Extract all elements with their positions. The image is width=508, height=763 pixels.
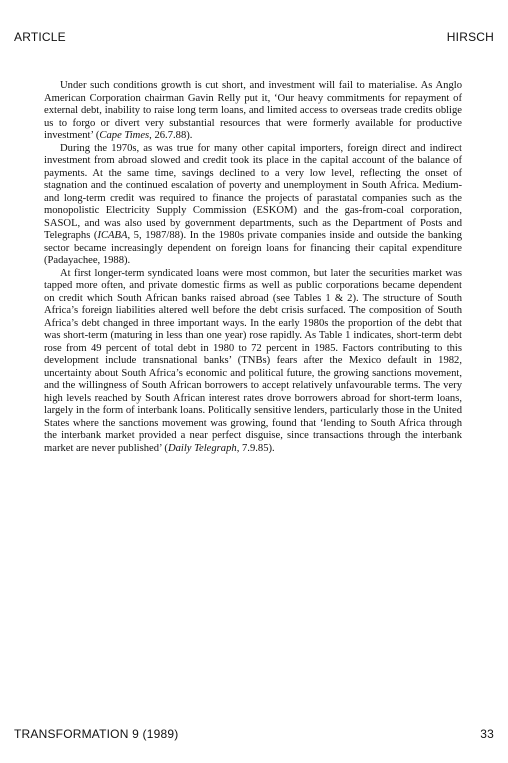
paragraph-text: At first longer-term syndicated loans were most common, but later the securities market was tapped more often, and private domestic firms as well as public corporations became dependent on credit which South African banks raised abroad (see Tables 1 & 2). The structure of South Africa’s foreign liabilities altered well before the debt crisis surfaced. The composition of South Africa’s debt changed in three important ways. In the early 1980s the proportion of the debt that was short-term (maturing in less than one year) rose rapidly. As Table 1 indicates, short-term debt rose from 49 percent of total debt in 1980 to 72 percent in 1985. Factors contributing to this development include transnational banks’ (TNBs) fears after the Mexico default in 1982, uncertainty about South Africa’s economic and political future, the growing sanctions movement, and the willingness of South African borrowers to accept relatively unfavourable terms. The very high levels reached by South African interest rates drove borrowers abroad for short-term loans, largely in the form of interbank loans. Politically sensitive lenders, particularly those in the United States where the sanctions movement was growing, found that ‘lending to South Africa through the interbank market provided a near perfect disguise, since transactions through the interbank market are never published’ ( [44, 267, 462, 454]
section-label: ARTICLE [14, 30, 66, 44]
paragraph-1 [44, 80, 462, 143]
author-label: HIRSCH [446, 30, 494, 44]
article-body [44, 80, 462, 455]
running-header [14, 30, 494, 46]
paragraph-text: , 5, 1987/88). In the 1980s private companies inside and outside the banking sector became increasingly dependent on foreign loans for financing their capital expenditure (Padayachee, 1988). [44, 230, 463, 266]
paragraph-3 [44, 268, 462, 456]
citation-source: ICABA [97, 230, 128, 241]
citation-source: Cape Times [99, 130, 150, 141]
journal-label: TRANSFORMATION 9 (1989) [14, 727, 179, 741]
page-number: 33 [480, 727, 494, 741]
paragraph-2 [44, 143, 462, 268]
paragraph-text: During the 1970s, as was true for many other capital importers, foreign direct and indirect investment from abroad slowed and credit took its place in the capital account of the balance of payments. At the same time, savings declined to a very low level, reflecting the onset of stagnation and the continued escalation of poverty and unemployment in South Africa. Medium- and long-term credit was required to finance the projects of parastatal companies such as the monopolistic Electricity Supply Commission (ESKOM) and the gas-from-coal corporation, SASOL, and was also used by government departments, such as the Department of Posts and Telegraphs ( [44, 142, 462, 241]
paragraph-text: Under such conditions growth is cut short, and investment will fail to materialise. As Anglo American Corporation chairman Gavin Relly put it, ‘Our heavy commitments for repayment of external debt, inability to raise long term loans, and limited access to overseas trade credits oblige us to forgo or divert very substantial resources that were formerly available for productive investment’ ( [44, 80, 462, 141]
running-footer [14, 727, 494, 743]
citation-source: Daily Telegraph [167, 442, 237, 454]
paragraph-text: , 26.7.88). [149, 130, 193, 141]
paragraph-text: , 7.9.85). [236, 442, 275, 454]
